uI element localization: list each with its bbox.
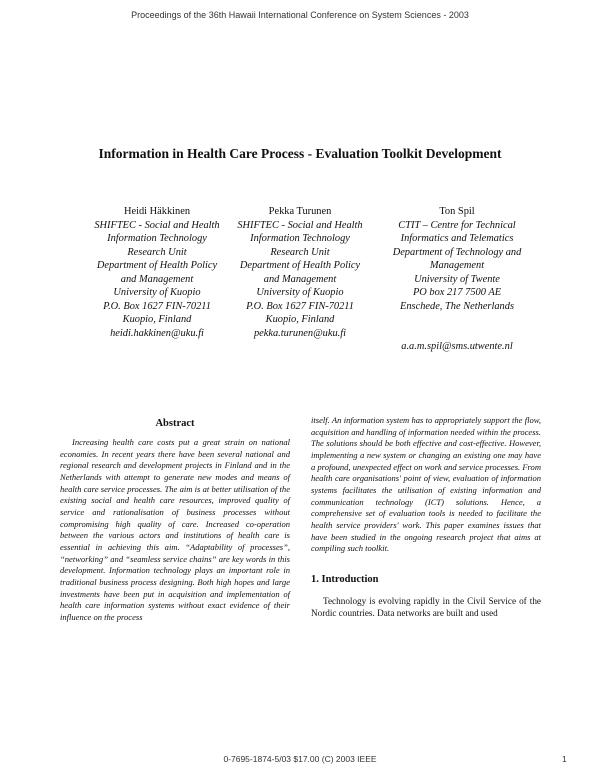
footer-copyright: 0-7695-1874-5/03 $17.00 (C) 2003 IEEE	[223, 754, 377, 764]
affiliation-line: University of Kuopio	[256, 287, 344, 298]
affiliation-line: Research Unit	[127, 246, 187, 258]
affiliation-line: Management	[429, 260, 485, 271]
affiliation-line: P.O. Box 1627 FIN-70211	[103, 300, 211, 312]
author-block-2	[225, 205, 375, 340]
section-heading-introduction: 1. Introduction	[311, 573, 379, 585]
page-number: 1	[562, 754, 567, 764]
abstract-paragraph-continued: itself. An information system has to appropriately support the flow, acquisition and handling of information needed within the process. The solutions should be both effective and cost-effective. However, implementing a new system or changing an existing one may have a profound, unexpected effect on work and service processes. From health care organisations' point of view, evaluation of information systems facilitates the utilisation of existing information and communication technology (ICT) solutions. Hence, a comprehensive set of evaluation tools is needed to facilitate the health service providers' work. This paper examines issues that have been studied in the ongoing research project that aims at compiling such toolkit.	[311, 415, 541, 554]
affiliation-line: University of Twente	[414, 273, 500, 285]
affiliation-line: Department of Health Policy	[96, 260, 218, 271]
affiliation-line: Informatics and Telematics	[400, 233, 514, 244]
affiliation-line: SHIFTEC - Social and Health	[94, 219, 220, 231]
author-email: heidi.hakkinen@uku.fi	[110, 327, 204, 339]
paper-title: Information in Health Care Process - Evaluation Toolkit Development	[98, 146, 502, 161]
author-email: pekka.turunen@uku.fi	[253, 327, 347, 339]
affiliation-line: CTIT – Centre for Technical	[398, 219, 516, 231]
author-name: Heidi Häkkinen	[123, 206, 191, 217]
affiliation-line: Kuopio, Finland	[265, 314, 335, 325]
left-column	[60, 418, 290, 624]
author-name: Ton Spil	[439, 206, 475, 217]
affiliation-line: and Management	[120, 273, 194, 285]
author-block-3	[382, 205, 532, 354]
affiliation-line: Kuopio, Finland	[122, 314, 192, 325]
affiliation-line: P.O. Box 1627 FIN-70211	[246, 300, 354, 312]
abstract-paragraph: Increasing health care costs put a great strain on national economies. In recent years there have been several national and regional research and development projects in Finland and in the Netherlands with attempt to generate new modes and means of health care service processes. The aim is at better utilisation of the existing social and health care resources, improved quality of service and rationalisation of business processes without compromising high quality of care. Increased co-operation between the various actors and institutions of health care is essential in achieving this aim. “Adaptability of processes”, “networking” and “seamless service chains” are key words in this development. Information technology plays an important role in traditional business process designing. Both high hopes and large investments have been put in acquisition and implementation of health care information systems without exact evidence of their influence on the process	[60, 437, 290, 622]
running-header: Proceedings of the 36th Hawaii International Conference on System Sciences - 2003	[131, 10, 469, 20]
affiliation-line: PO box 217 7500 AE	[412, 287, 502, 298]
affiliation-line: Research Unit	[270, 246, 330, 258]
affiliation-line: Department of Health Policy	[239, 260, 361, 271]
affiliation-line: University of Kuopio	[113, 287, 201, 298]
affiliation-line: Information Technology	[107, 233, 207, 244]
affiliation-line: Department of Technology and	[392, 246, 522, 258]
author-block-1	[82, 205, 232, 340]
affiliation-line: and Management	[263, 273, 337, 285]
affiliation-line: Information Technology	[250, 233, 350, 244]
introduction-paragraph: Technology is evolving rapidly in the Civil Service of the Nordic countries. Data networks are built and used	[311, 595, 541, 619]
author-name: Pekka Turunen	[268, 206, 332, 217]
affiliation-line: SHIFTEC - Social and Health	[237, 219, 363, 231]
affiliation-line: Enschede, The Netherlands	[400, 300, 514, 312]
right-column	[311, 415, 541, 620]
abstract-heading: Abstract	[155, 418, 195, 429]
author-email: a.a.m.spil@sms.utwente.nl	[401, 341, 513, 352]
